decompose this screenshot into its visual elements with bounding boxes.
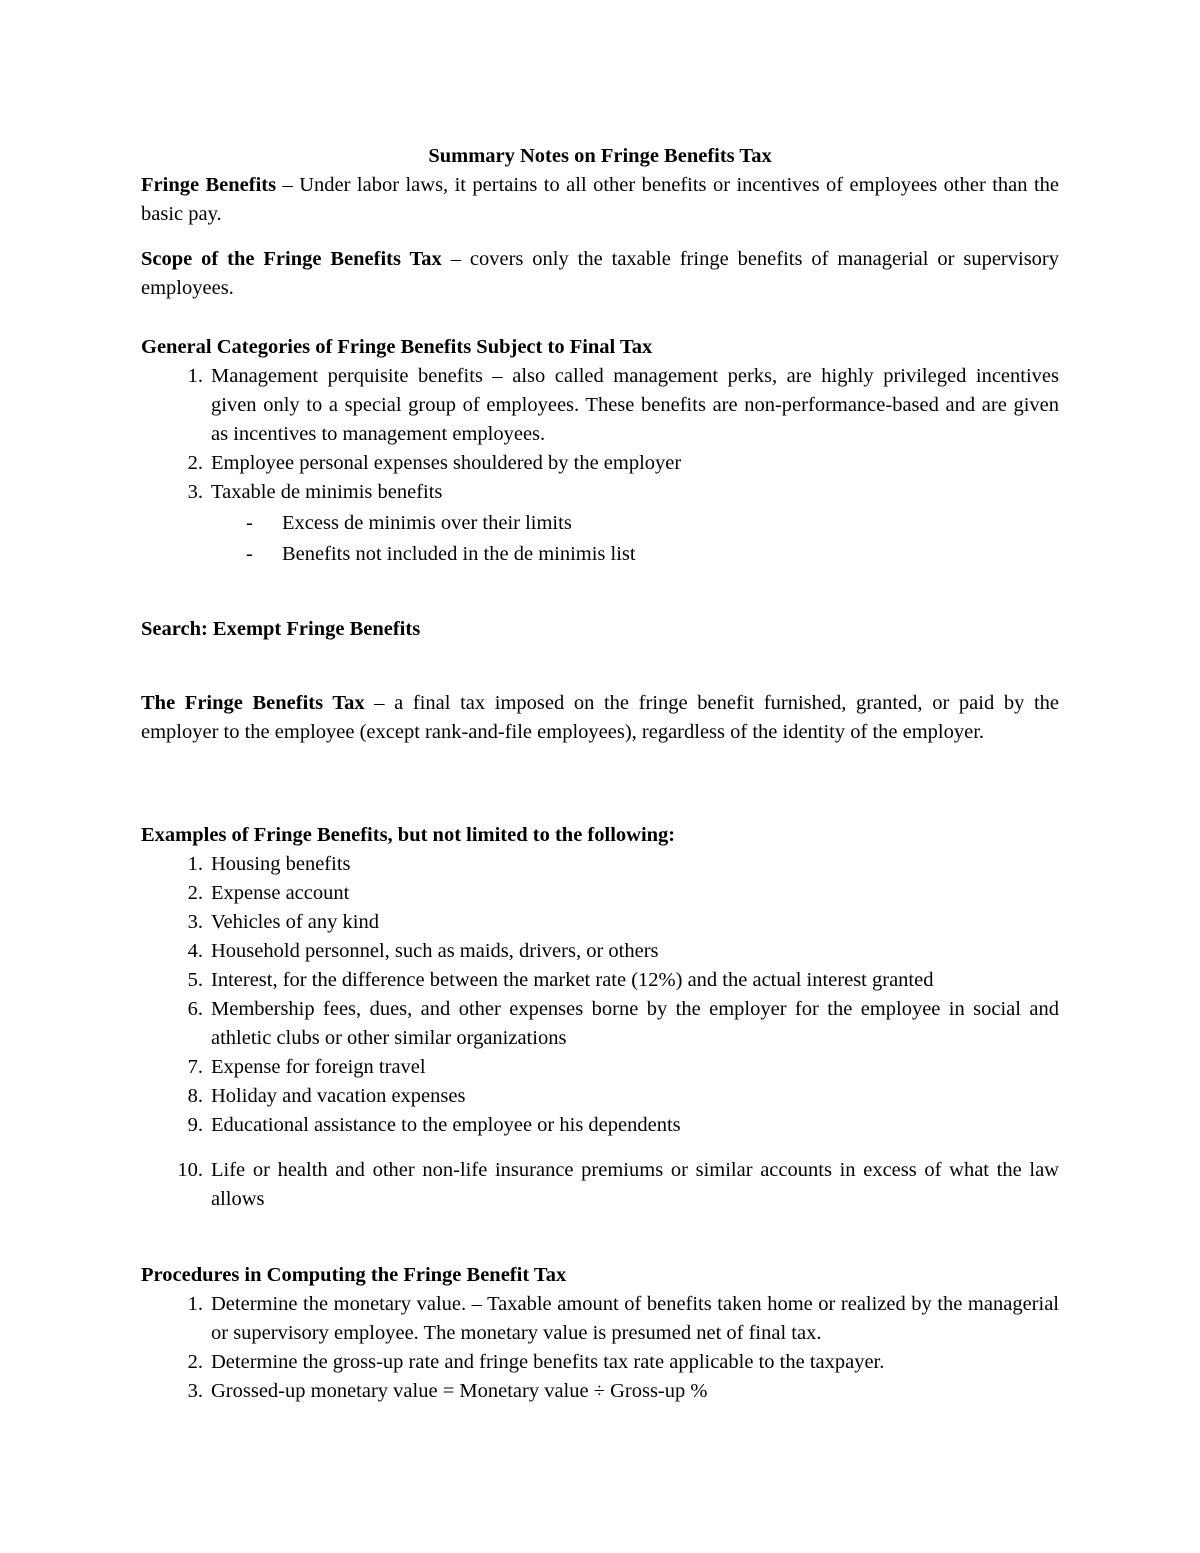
- list-item: 9. Educational assistance to the employee or his dependents: [187, 1114, 681, 1136]
- examples-section: [141, 821, 1059, 1214]
- list-item: 3. Grossed-up monetary value = Monetary value ÷ Gross-up %: [187, 1380, 708, 1402]
- list-item: 5. Interest, for the difference between the market rate (12%) and the actual interest granted: [187, 969, 934, 991]
- list-item: 4. Household personnel, such as maids, drivers, or others: [187, 940, 659, 962]
- fbt-text: – a final tax imposed on the fringe benefit furnished, granted, or paid by the employer to the employee (except rank-and-file employees), regardless of the identity of the employer.: [141, 692, 1059, 743]
- document-title: Summary Notes on Fringe Benefits Tax: [428, 145, 772, 167]
- fringe-benefits-definition: [141, 171, 1059, 229]
- list-item: 3. Taxable de minimis benefits: [187, 481, 443, 503]
- list-item: 10. Life or health and other non-life insurance premiums or similar accounts in excess of what the law allows: [177, 1159, 1059, 1210]
- list-item: 2. Expense account: [187, 882, 350, 904]
- categories-section: [141, 333, 1059, 569]
- scope-paragraph: [141, 245, 1059, 303]
- fbt-definition: [141, 689, 1059, 747]
- list-item: 3. Vehicles of any kind: [187, 911, 379, 933]
- search-note: Search: Exempt Fringe Benefits: [141, 618, 421, 640]
- scope-text: – covers only the taxable fringe benefits of managerial or supervisory employees.: [141, 248, 1059, 299]
- sub-list-item: - Benefits not included in the de minimis list: [246, 543, 636, 565]
- fbt-term: The Fringe Benefits Tax: [141, 692, 365, 714]
- list-item: 1. Management perquisite benefits – also called management perks, are highly privileged incentives given only to a special group of employees. These benefits are non-performance-based and are given as incentives to management employees.: [187, 365, 1059, 445]
- procedures-heading: Procedures in Computing the Fringe Benefit Tax: [141, 1264, 567, 1286]
- list-item: 1. Determine the monetary value. – Taxable amount of benefits taken home or realized by the managerial or supervisory employee. The monetary value is presumed net of final tax.: [187, 1293, 1059, 1344]
- sub-list-item: - Excess de minimis over their limits: [246, 512, 572, 534]
- list-item: 6. Membership fees, dues, and other expenses borne by the employer for the employee in social and athletic clubs or other similar organizations: [187, 998, 1059, 1049]
- procedures-list: [141, 1290, 1059, 1406]
- procedures-section: [141, 1261, 1059, 1406]
- scope-term: Scope of the Fringe Benefits Tax: [141, 248, 442, 270]
- definition-text: – Under labor laws, it pertains to all other benefits or incentives of employees other than the basic pay.: [141, 174, 1059, 225]
- examples-heading: Examples of Fringe Benefits, but not limited to the following:: [141, 824, 676, 846]
- list-item: 1. Housing benefits: [187, 853, 351, 875]
- list-item: 2. Determine the gross-up rate and fringe benefits tax rate applicable to the taxpayer.: [187, 1351, 885, 1373]
- list-item: 7. Expense for foreign travel: [187, 1056, 426, 1078]
- examples-list: [141, 850, 1059, 1214]
- list-item: 2. Employee personal expenses shouldered by the employer: [187, 452, 682, 474]
- definition-term: Fringe Benefits: [141, 174, 277, 196]
- categories-list: [141, 362, 1059, 507]
- list-item: 8. Holiday and vacation expenses: [187, 1085, 466, 1107]
- categories-heading: General Categories of Fringe Benefits Subject to Final Tax: [141, 336, 653, 358]
